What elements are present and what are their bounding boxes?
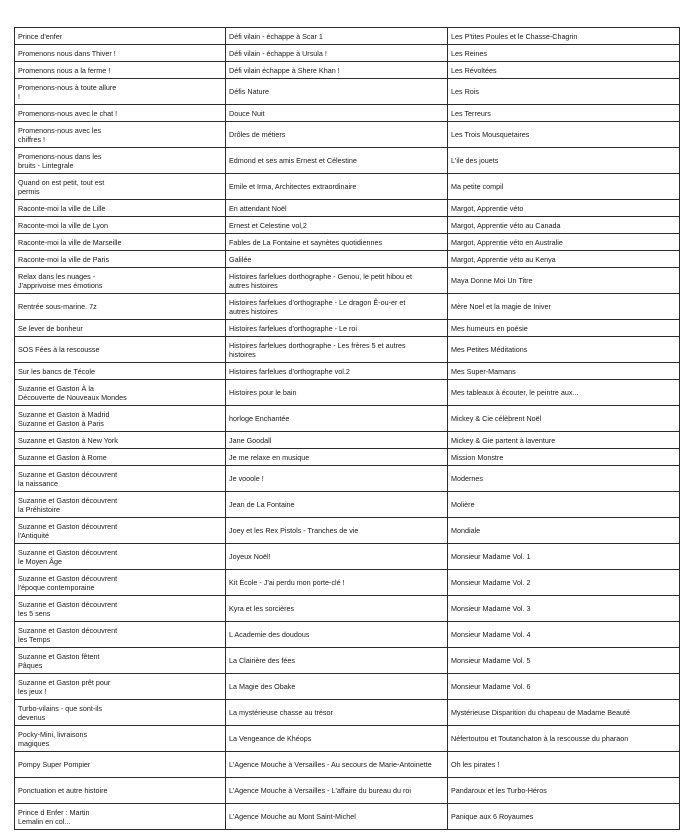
table-cell: Mickey & Cie célèbrent Noël <box>448 406 680 432</box>
table-cell: Raconte-moi la ville de Marseille <box>15 234 226 251</box>
table-cell: Ma petite compil <box>448 174 680 200</box>
table-cell: Suzanne et Gaston découvrent la Préhistoire <box>15 492 226 518</box>
table-cell: Edmond et ses amis Ernest et Célestine <box>226 148 448 174</box>
table-cell: Suzanne et Gaston découvrent les Temps <box>15 622 226 648</box>
table-cell: Turbo-vilains - que sont-ils devenus <box>15 700 226 726</box>
table-row <box>15 217 680 234</box>
table-cell: Kyra et les sorcières <box>226 596 448 622</box>
table-cell: Suzanne et Gaston découvrent la naissance <box>15 466 226 492</box>
table-cell: En attendant Noël <box>226 200 448 217</box>
table-cell: L Academie des doudous <box>226 622 448 648</box>
table-cell: Joey et les Rex Pistols - Tranches de vie <box>226 518 448 544</box>
table-cell: Ernest et Celestine vol,2 <box>226 217 448 234</box>
table-cell: Mes humeurs en poésie <box>448 320 680 337</box>
table-cell: Mère Noel et la magie de Iniver <box>448 294 680 320</box>
table-cell: Promenons nous a la ferme ! <box>15 62 226 79</box>
table-cell: Prince d'enfer <box>15 28 226 45</box>
table-cell: Histoires farfelues d'orthographe vol.2 <box>226 363 448 380</box>
table-row <box>15 726 680 752</box>
table-cell: Histoires farfelues dorthographe - Les frères 5 et autres histoires <box>226 337 448 363</box>
table-row <box>15 622 680 648</box>
table-cell: Mickey & Gie partent à laventure <box>448 432 680 449</box>
table-cell: L'Agence Mouche à Versailles - L'affaire du bureau du roi <box>226 778 448 804</box>
table-row <box>15 406 680 432</box>
table-cell: Margot, Apprentie véto au Canada <box>448 217 680 234</box>
table-cell: Se lever de bonheur <box>15 320 226 337</box>
table-cell: Margot, Apprentie véto <box>448 200 680 217</box>
table-cell: Panique aux 6 Royaumes <box>448 804 680 830</box>
table-cell: Margot, Apprentie véto en Australie <box>448 234 680 251</box>
table-cell: Défi vilain - échappe à Ursula ! <box>226 45 448 62</box>
table-cell: Suzanne et Gaston À la Découverte de Nouveaux Mondes <box>15 380 226 406</box>
table-cell: Mondiale <box>448 518 680 544</box>
table-body <box>15 28 680 830</box>
table-row <box>15 148 680 174</box>
table-cell: La Magie des Obake <box>226 674 448 700</box>
table-cell: Histoires farfelues dorthographe - Genou, le petit hibou et autres histoires <box>226 268 448 294</box>
table-cell: Les Trois Mousquetaires <box>448 122 680 148</box>
table-cell: Histoires farfelues d'orthographe - Le dragon Ê-ou-er et autres histoires <box>226 294 448 320</box>
table-row <box>15 804 680 830</box>
table-cell: Quand on est petit, tout est permis <box>15 174 226 200</box>
table-cell: Raconte-moi la ville de Lille <box>15 200 226 217</box>
table-cell: Suzanne et Gaston découvrent les 5 sens <box>15 596 226 622</box>
table-row <box>15 268 680 294</box>
table-row <box>15 596 680 622</box>
table-row <box>15 294 680 320</box>
table-cell: Fables de La Fontaine et saynètes quotidiennes <box>226 234 448 251</box>
table-cell: Les Reines <box>448 45 680 62</box>
table-cell: horloge Enchantée <box>226 406 448 432</box>
table-cell: Pandaroux et les Turbo-Héros <box>448 778 680 804</box>
table-cell: Suzanne et Gaston prêt pour les jeux ! <box>15 674 226 700</box>
table-cell: Douce Nuit <box>226 105 448 122</box>
table-row <box>15 105 680 122</box>
table-cell: Suzanne et Gaston découvrent l'époque contemporaine <box>15 570 226 596</box>
table-row <box>15 363 680 380</box>
table-cell: Prince d Enfer : Martin Lemalin en col... <box>15 804 226 830</box>
table-cell: Défis Nature <box>226 79 448 105</box>
table-cell: Maya Donne Moi Un Titre <box>448 268 680 294</box>
table-row <box>15 45 680 62</box>
table-cell: Mystérieuse Disparition du chapeau de Madame Beauté <box>448 700 680 726</box>
table-row <box>15 62 680 79</box>
table-cell: Raconte-moi la ville de Lyon <box>15 217 226 234</box>
table-cell: L'Agence Mouche au Mont Saint-Michel <box>226 804 448 830</box>
table-row <box>15 570 680 596</box>
table-row <box>15 174 680 200</box>
table-cell: Mes Petites Méditations <box>448 337 680 363</box>
table-row <box>15 79 680 105</box>
title-table <box>14 27 680 830</box>
table-row <box>15 492 680 518</box>
table-cell: Les Rois <box>448 79 680 105</box>
table-cell: Jean de La Fontaine <box>226 492 448 518</box>
table-cell: Drôles de métiers <box>226 122 448 148</box>
table-row <box>15 648 680 674</box>
table-cell: Histoires farfelues d'orthographe - Le roi <box>226 320 448 337</box>
table-row <box>15 518 680 544</box>
table-cell: Molière <box>448 492 680 518</box>
table-cell: Monsieur Madame Vol. 4 <box>448 622 680 648</box>
table-cell: Mission Monstre <box>448 449 680 466</box>
table-cell: Sur les bancs de Técole <box>15 363 226 380</box>
table-cell: Défi vilain échappe à Shere Khan ! <box>226 62 448 79</box>
table-cell: Monsieur Madame Vol. 2 <box>448 570 680 596</box>
table-cell: Promenons nous dans Thiver ! <box>15 45 226 62</box>
table-cell: L'Agence Mouche à Versailles - Au secours de Marie-Antoinette <box>226 752 448 778</box>
table-row <box>15 320 680 337</box>
table-row <box>15 234 680 251</box>
table-cell: Je vooole ! <box>226 466 448 492</box>
table-row <box>15 466 680 492</box>
table-cell: Défi vilain - échappe à Scar 1 <box>226 28 448 45</box>
table-row <box>15 449 680 466</box>
table-cell: Monsieur Madame Vol. 5 <box>448 648 680 674</box>
table-cell: Pompy Super Pompier <box>15 752 226 778</box>
table-cell: Promenons-nous à toute allure ! <box>15 79 226 105</box>
table-cell: La mystérieuse chasse au trésor <box>226 700 448 726</box>
table-cell: Promenons-nous avec le chat ! <box>15 105 226 122</box>
table-cell: Monsieur Madame Vol. 3 <box>448 596 680 622</box>
table-cell: Oh les pirates ! <box>448 752 680 778</box>
table-cell: Kit École - J'ai perdu mon porte-clé ! <box>226 570 448 596</box>
table-cell: Les Terreurs <box>448 105 680 122</box>
table-row <box>15 251 680 268</box>
table-row <box>15 28 680 45</box>
table-row <box>15 778 680 804</box>
table-cell: Margot, Apprentie véto au Kenya <box>448 251 680 268</box>
table-cell: La Clairière des fées <box>226 648 448 674</box>
table-cell: Je me relaxe en musique <box>226 449 448 466</box>
table-cell: Modernes <box>448 466 680 492</box>
table-cell: Mes Super-Mamans <box>448 363 680 380</box>
table-cell: Néfertoutou et Toutanchaton à la rescousse du pharaon <box>448 726 680 752</box>
table-row <box>15 432 680 449</box>
table-cell: SOS Fées à la rescousse <box>15 337 226 363</box>
table-cell: L'ile des jouets <box>448 148 680 174</box>
table-cell: Raconte-moi la ville de Paris <box>15 251 226 268</box>
table-row <box>15 122 680 148</box>
table-row <box>15 380 680 406</box>
table-row <box>15 337 680 363</box>
table-cell: Les P'tites Poules et le Chasse-Chagrin <box>448 28 680 45</box>
table-row <box>15 700 680 726</box>
table-cell: Pocky-Mini, livraisons magiques <box>15 726 226 752</box>
table-cell: Suzanne et Gaston fêtent Pâques <box>15 648 226 674</box>
table-cell: Emile et Irma, Architectes extraordinaire <box>226 174 448 200</box>
table-cell: Mes tableaux à écouter, le peintre aux... <box>448 380 680 406</box>
table-cell: Rentrée sous-marine. 7z <box>15 294 226 320</box>
table-row <box>15 752 680 778</box>
table-cell: Suzanne et Gaston à Rome <box>15 449 226 466</box>
table-cell: Jane Goodall <box>226 432 448 449</box>
table-cell: Relax dans les nuages - J'apprivoise mes émotions <box>15 268 226 294</box>
table-cell: Les Révoltées <box>448 62 680 79</box>
document-page <box>14 27 679 830</box>
table-row <box>15 200 680 217</box>
table-cell: Galilée <box>226 251 448 268</box>
table-cell: Histoires pour le bain <box>226 380 448 406</box>
table-cell: Joyeux Noël! <box>226 544 448 570</box>
table-cell: Suzanne et Gaston à New York <box>15 432 226 449</box>
table-row <box>15 674 680 700</box>
table-cell: Promenons-nous dans les bruits - Lintegrale <box>15 148 226 174</box>
table-cell: Suzanne et Gaston à Madrid Suzanne et Gaston à Paris <box>15 406 226 432</box>
table-cell: Monsieur Madame Vol. 6 <box>448 674 680 700</box>
table-cell: Promenons-nous avec les chiffres ! <box>15 122 226 148</box>
table-cell: Suzanne et Gaston découvrent l'Antiquité <box>15 518 226 544</box>
table-cell: La Vengeance de Khéops <box>226 726 448 752</box>
table-row <box>15 544 680 570</box>
table-cell: Monsieur Madame Vol. 1 <box>448 544 680 570</box>
table-cell: Suzanne et Gaston découvrent le Moyen Âge <box>15 544 226 570</box>
table-cell: Ponctuation et autre histoire <box>15 778 226 804</box>
